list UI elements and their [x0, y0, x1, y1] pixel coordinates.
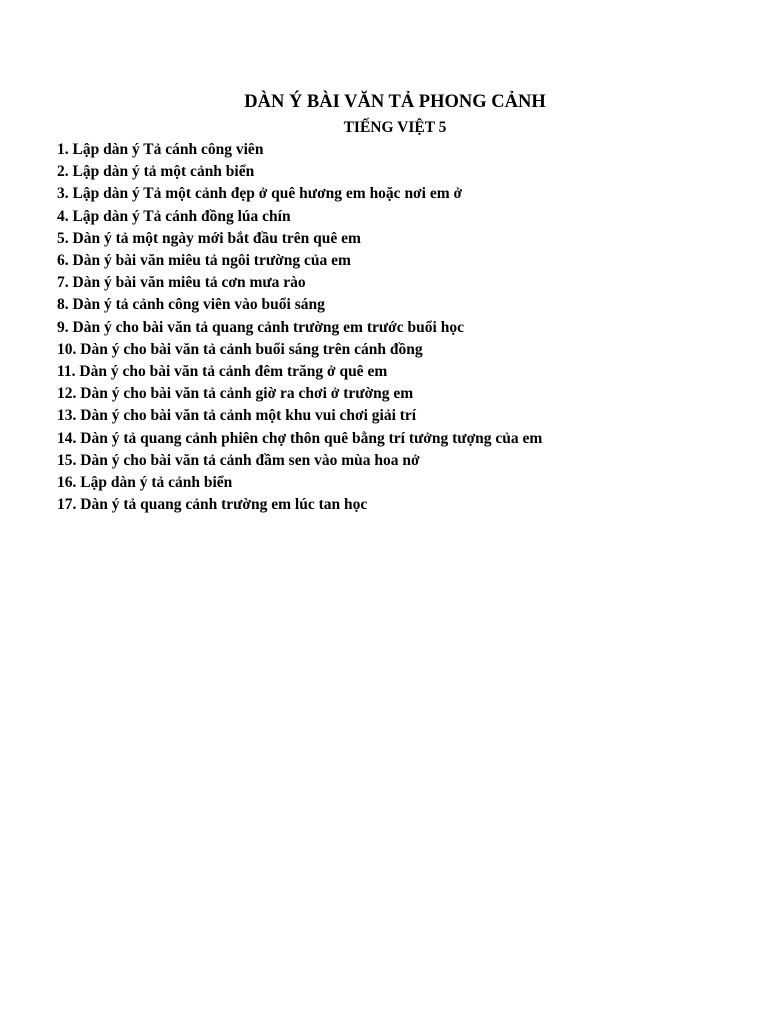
list-item: 10. Dàn ý cho bài văn tả cảnh buổi sáng trên cánh đồng [57, 340, 423, 358]
list-item: 4. Lập dàn ý Tả cánh đồng lúa chín [57, 207, 291, 225]
list-item: 1. Lập dàn ý Tả cánh công viên [57, 141, 264, 158]
list-item: 12. Dàn ý cho bài văn tả cảnh giờ ra chơi ở trường em [57, 385, 414, 403]
list-item: 17. Dàn ý tả quang cảnh trường em lúc tan học [57, 496, 368, 514]
list-item: 9. Dàn ý cho bài văn tả quang cảnh trường em trước buổi học [57, 318, 464, 336]
list-item: 6. Dàn ý bài văn miêu tả ngôi trường của em [57, 252, 351, 270]
list-item: 14. Dàn ý tả quang cảnh phiên chợ thôn quê bằng trí tưởng tượng của em [57, 429, 543, 447]
list-item: 15. Dàn ý cho bài văn tả cảnh đầm sen vào mùa hoa nở [57, 451, 420, 469]
list-item: 16. Lập dàn ý tả cảnh biển [57, 474, 233, 492]
list-item: 8. Dàn ý tả cảnh công viên vào buổi sáng [57, 296, 325, 314]
list-item: 2. Lập dàn ý tả một cảnh biển [57, 163, 255, 181]
list-item: 13. Dàn ý cho bài văn tả cảnh một khu vui chơi giải trí [57, 407, 417, 425]
list-item: 5. Dàn ý tả một ngày mới bắt đầu trên quê em [57, 229, 361, 247]
document-title: DÀN Ý BÀI VĂN TẢ PHONG CẢNH [244, 92, 546, 112]
outline-list [57, 139, 542, 516]
list-item: 7. Dàn ý bài văn miêu tả cơn mưa rào [57, 274, 306, 292]
document-subtitle: TIẾNG VIỆT 5 [343, 119, 447, 136]
list-item: 3. Lập dàn ý Tả một cảnh đẹp ở quê hương em hoặc nơi em ở [57, 185, 463, 203]
list-item: 11. Dàn ý cho bài văn tả cảnh đêm trăng ở quê em [57, 363, 388, 381]
